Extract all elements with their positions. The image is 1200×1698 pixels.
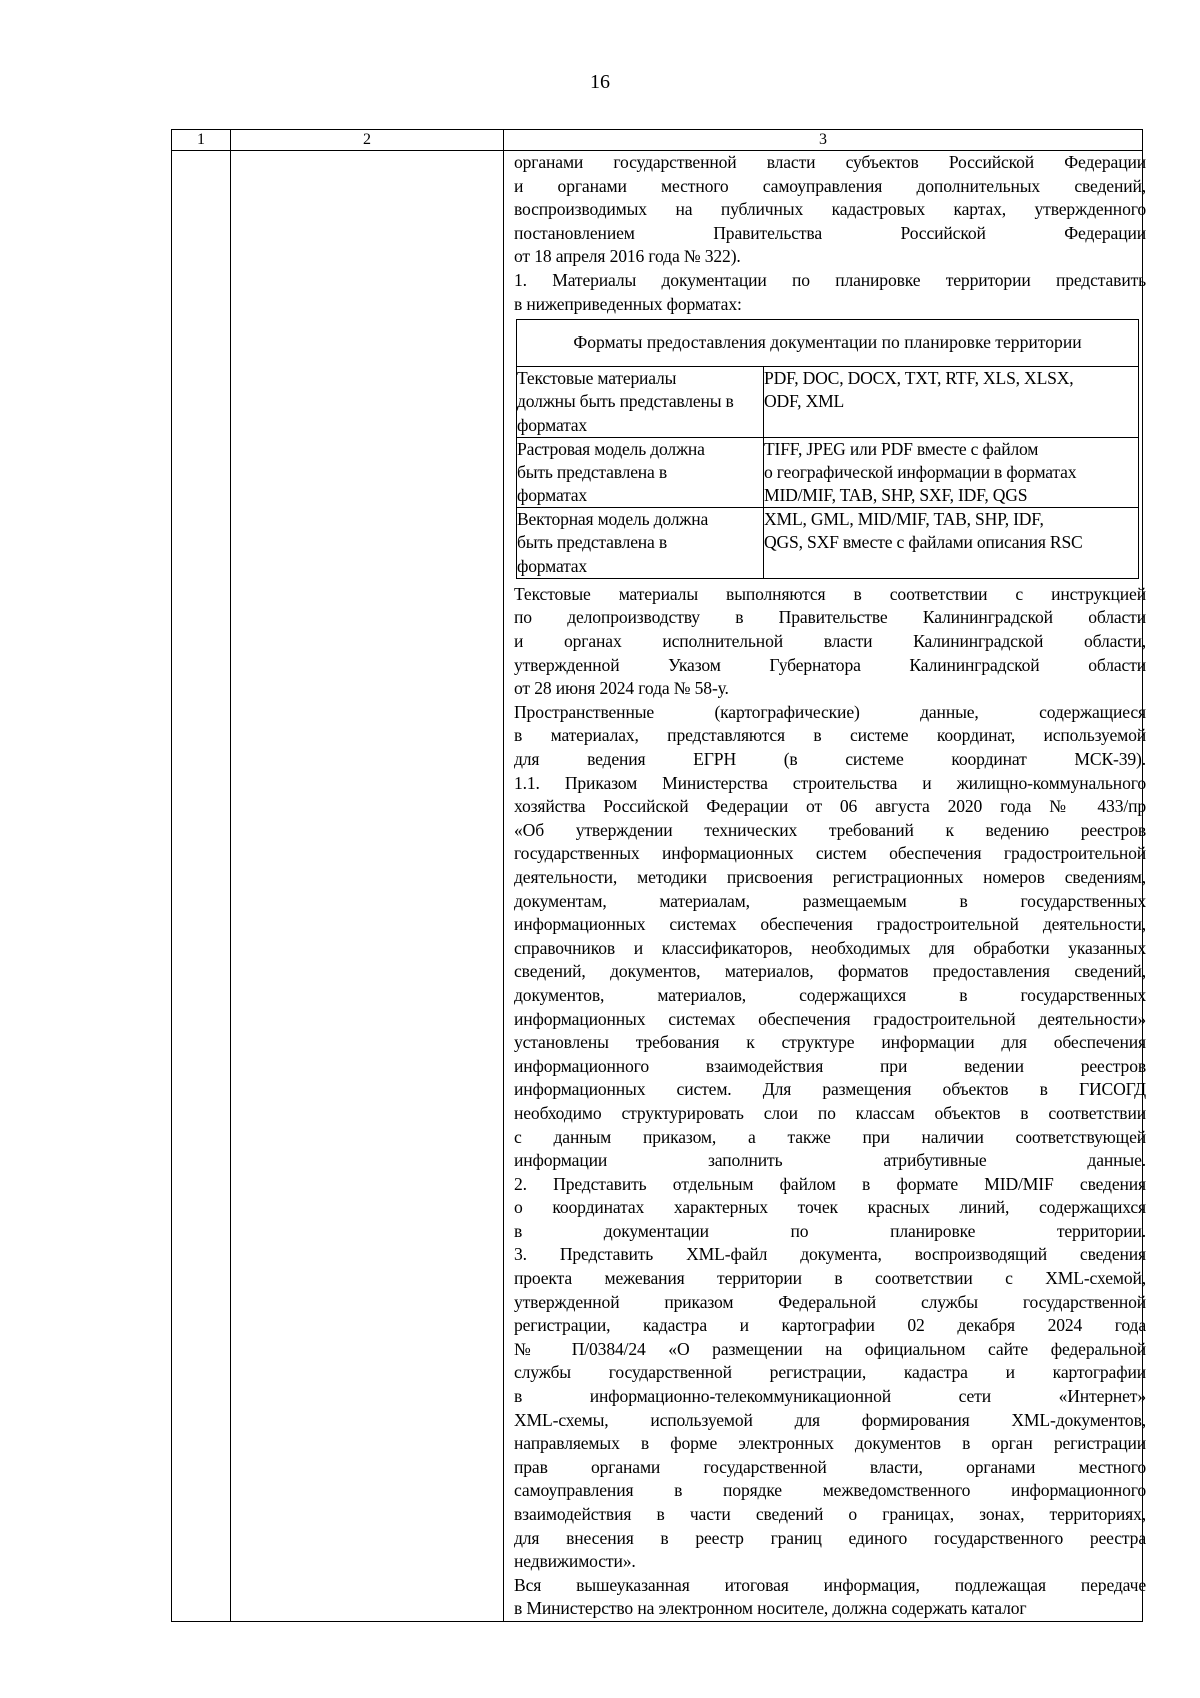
format-category	[517, 437, 764, 508]
format-category-line: форматах	[517, 485, 588, 506]
text-line: деятельности, методики присвоения регистрационных номеров сведениям,	[514, 866, 1146, 887]
column-number-1: 1	[172, 130, 231, 151]
text-line: установлены требования к структуре информации для обеспечения	[514, 1032, 1146, 1053]
text-line: проекта межевания территории в соответствии с XML-схемой,	[514, 1268, 1146, 1289]
text-line: утвержденной приказом Федеральной службы государственной	[514, 1291, 1146, 1312]
format-category-line: форматах	[517, 555, 588, 576]
cell-col3-content	[504, 151, 1146, 1622]
format-category-line: Векторная модель должна	[517, 509, 709, 530]
text-line: направляемых в форме электронных документов в орган регистрации	[514, 1433, 1146, 1454]
text-line: 2. Представить отдельным файлом в формате MID/MIF сведения	[514, 1173, 1146, 1194]
format-list-line: TIFF, JPEG или PDF вместе с файлом	[764, 438, 1039, 459]
text-line: Пространственные (картографические) данные, содержащиеся	[514, 701, 1146, 722]
text-line: 1. Материалы документации по планировке территории представить	[514, 269, 1146, 290]
formats-table	[516, 319, 1139, 579]
text-line: справочников и классификаторов, необходимых для обработки указанных	[514, 937, 1146, 958]
text-line: информационных системах обеспечения градостроительной деятельности»	[514, 1008, 1146, 1029]
format-category-line: быть представлена в	[517, 461, 667, 482]
text-line: и органах исполнительной власти Калининградской области,	[514, 631, 1146, 652]
format-list-line: PDF, DOC, DOCX, TXT, RTF, XLS, XLSX,	[764, 368, 1074, 389]
text-line: прав органами государственной власти, органами местного	[514, 1456, 1146, 1477]
text-line: органами государственной власти субъектов Российской Федерации	[514, 152, 1146, 172]
text-line: Текстовые материалы выполняются в соответствии с инструкцией	[514, 583, 1146, 604]
text-line: в информационно-телекоммуникационной сети «Интернет»	[514, 1386, 1146, 1407]
text-line: информационных систем. Для размещения объектов в ГИСОГД	[514, 1079, 1146, 1100]
column-number-row	[172, 130, 1143, 151]
text-line: с данным приказом, а также при наличии соответствующей	[514, 1126, 1146, 1147]
text-line: необходимо структурировать слои по классам объектов в соответствии	[514, 1102, 1146, 1123]
column-number-2: 2	[231, 130, 504, 151]
body-text	[514, 583, 1146, 1621]
format-list-line: XML, GML, MID/MIF, TAB, SHP, IDF,	[764, 509, 1044, 530]
text-line: для внесения в реестр границ единого государственного реестра	[514, 1527, 1146, 1548]
text-line: постановлением Правительства Российской Федерации	[514, 222, 1146, 243]
text-line: в Министерство на электронном носителе, должна содержать каталог	[514, 1598, 1027, 1619]
text-line: от 28 июня 2024 года № 58-у.	[514, 678, 729, 699]
formats-row	[517, 437, 1139, 508]
format-list	[764, 367, 1139, 438]
text-line: регистрации, кадастра и картографии 02 декабря 2024 года	[514, 1315, 1146, 1336]
text-line: XML-схемы, используемой для формирования XML-документов,	[514, 1409, 1146, 1430]
text-line: от 18 апреля 2016 года № 322).	[514, 246, 741, 267]
text-line: самоуправления в порядке межведомственного информационного	[514, 1480, 1146, 1501]
cell-col2-empty	[231, 151, 504, 1622]
text-line: о координатах характерных точек красных линий, содержащихся	[514, 1197, 1146, 1218]
formats-table-title: Форматы предоставления документации по планировке территории	[517, 320, 1139, 367]
text-line: взаимодействия в части сведений о границах, зонах, территориях,	[514, 1504, 1146, 1524]
format-category-line: Растровая модель должна	[517, 438, 705, 459]
text-line: 1.1. Приказом Министерства строительства и жилищно-коммунального	[514, 772, 1146, 793]
format-list-line: MID/MIF, TAB, SHP, SXF, IDF, QGS	[764, 485, 1028, 506]
text-line: № П/0384/24 «О размещении на официальном сайте федеральной	[514, 1338, 1146, 1359]
text-line: в материалах, представляются в системе координат, используемой	[514, 725, 1146, 746]
text-line: и органами местного самоуправления дополнительных сведений,	[514, 175, 1146, 196]
content-row	[172, 151, 1143, 1622]
text-line: воспроизводимых на публичных кадастровых картах, утвержденного	[514, 199, 1146, 220]
format-list	[764, 508, 1139, 579]
text-line: по делопроизводству в Правительстве Калининградской области	[514, 607, 1146, 628]
format-list-line: QGS, SXF вместе с файлами описания RSC	[764, 532, 1083, 553]
requirements-table	[171, 129, 1146, 1622]
text-line: недвижимости».	[514, 1551, 636, 1572]
text-line: службы государственной регистрации, кадастра и картографии	[514, 1362, 1146, 1383]
text-line: документам, материалам, размещаемым в государственных	[514, 890, 1146, 911]
text-line: информационных системах обеспечения градостроительной деятельности,	[514, 914, 1146, 935]
intro-text	[514, 151, 1146, 316]
text-line: государственных информационных систем обеспечения градостроительной	[514, 843, 1146, 864]
format-list	[764, 437, 1139, 508]
format-category-line: Текстовые материалы	[517, 368, 677, 389]
format-category	[517, 508, 764, 579]
format-list-line: о географической информации в форматах	[764, 461, 1077, 482]
text-line: «Об утверждении технических требований к ведению реестров	[514, 819, 1146, 840]
format-category	[517, 367, 764, 438]
text-line: информационного взаимодействия при ведении реестров	[514, 1055, 1146, 1076]
text-line: в нижеприведенных форматах:	[514, 293, 742, 314]
format-list-line: ODF, XML	[764, 391, 845, 412]
cell-col1-empty	[172, 151, 231, 1622]
text-line: информации заполнить атрибутивные данные.	[514, 1150, 1146, 1171]
text-line: утвержденной Указом Губернатора Калининградской области	[514, 654, 1146, 675]
page-number: 16	[590, 71, 610, 93]
format-category-line: должны быть представлены в	[517, 391, 734, 412]
text-line: для ведения ЕГРН (в системе координат МСК-39).	[514, 749, 1146, 769]
text-line: документов, материалов, содержащихся в государственных	[514, 984, 1146, 1005]
text-line: в документации по планировке территории.	[514, 1220, 1146, 1241]
format-category-line: быть представлена в	[517, 532, 667, 553]
format-category-line: форматах	[517, 414, 588, 435]
formats-row	[517, 367, 1139, 438]
text-line: 3. Представить XML-файл документа, воспроизводящий сведения	[514, 1244, 1146, 1265]
column-number-3: 3	[504, 130, 1143, 151]
text-line: Вся вышеуказанная итоговая информация, подлежащая передаче	[514, 1574, 1146, 1595]
text-line: сведений, документов, материалов, форматов предоставления сведений,	[514, 961, 1146, 982]
text-line: хозяйства Российской Федерации от 06 августа 2020 года № 433/пр	[514, 796, 1146, 817]
formats-row	[517, 508, 1139, 579]
